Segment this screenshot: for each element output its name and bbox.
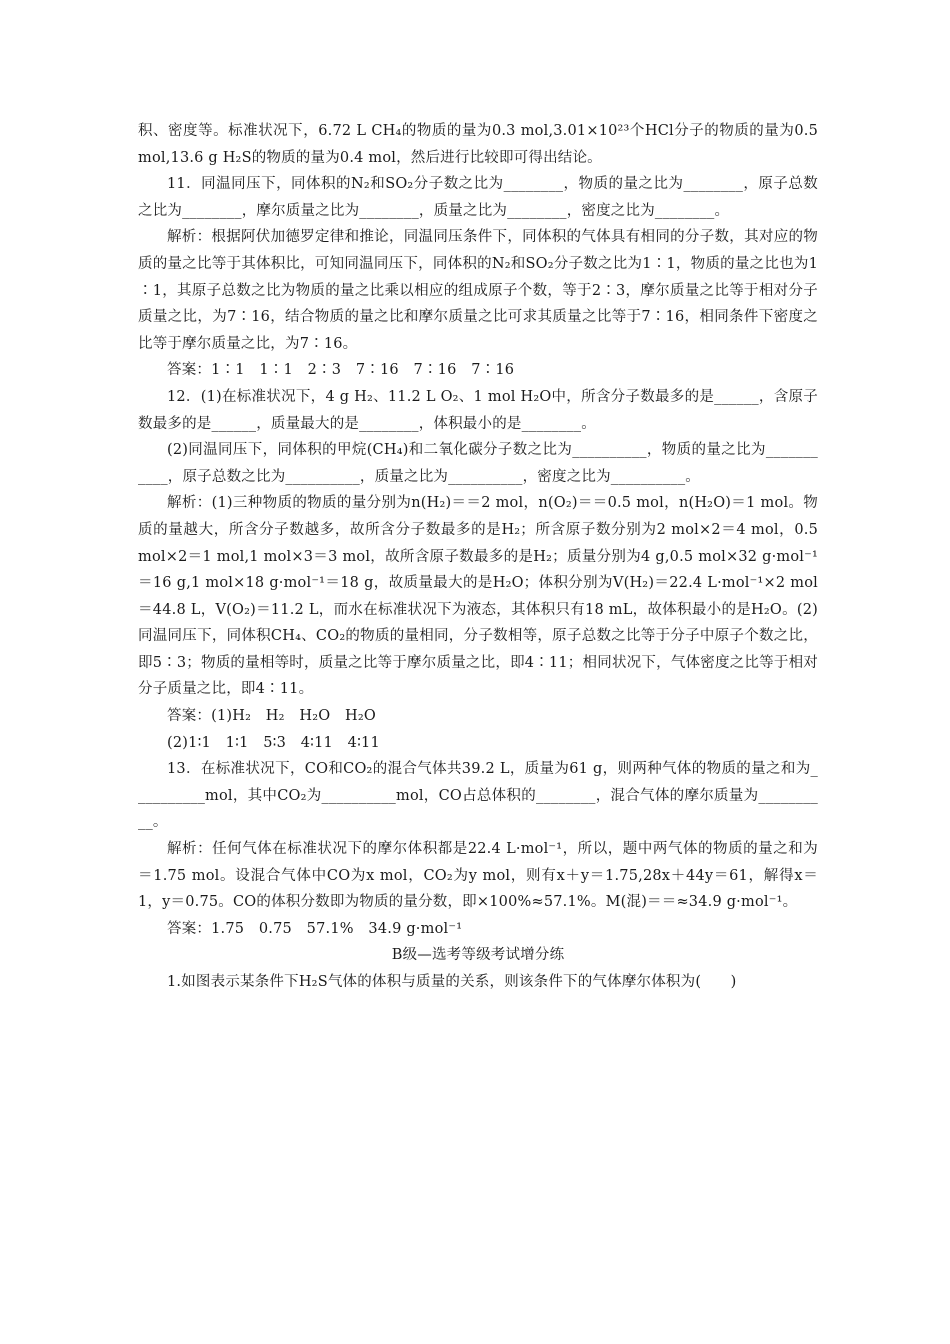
- question-11-answer: 答案：1∶1 1∶1 2∶3 7∶16 7∶16 7∶16: [167, 362, 515, 379]
- question-12-answer-2: (2)1∶1 1∶1 5∶3 4∶11 4∶11: [167, 734, 380, 751]
- paragraph-intro-continuation: 积、密度等。标准状况下，6.72 L CH₄的物质的量为0.3 mol,3.01×10²³个HCl分子的物质的量为0.5 mol,13.6 g H₂S的物质的量为0.4 mol，然后进行比较即可得出结论。: [138, 123, 823, 166]
- question-12-answer-1: 答案：(1)H₂ H₂ H₂O H₂O: [167, 708, 376, 725]
- question-12-analysis: 解析：(1)三种物质的物质的量分别为n(H₂)＝＝2 mol，n(O₂)＝＝0.5 mol，n(H₂O)＝1 mol。物质的量越大，所含分子数越多，故所含分子数最多的是H₂；所含原子数分别为2 mol×2＝4 mol，0.5 mol×2＝1 mol,1 mol×3＝3 mol，故所含原子数最多的是H₂；质量分别为4 g,0.5 mol×32 g·mol⁻¹＝16 g,1 mol×18 g·mol⁻¹＝18 g，故质量最大的是H₂O；体积分别为V(H₂)＝22.4 L·mol⁻¹×2 mol＝44.8 L，V(O₂)＝11.2 L，而水在标准状况下为液态，其体积只有18 mL，故体积最小的是H₂O。(2)同温同压下，同体积CH₄、CO₂的物质的量相同，分子数相等，原子总数之比等于分子中原子个数之比，即5∶3；物质的量相等时，质量之比等于摩尔质量之比，即4∶11；相同状况下，气体密度之比等于相对分子质量之比，即4∶11。: [138, 495, 823, 698]
- section-heading-b-level: B级—选考等级考试增分练: [391, 947, 565, 964]
- question-11: 11．同温同压下，同体积的N₂和SO₂分子数之比为________，物质的量之比为________，原子总数之比为________，摩尔质量之比为________，质量之比为________，密度之比为________。: [138, 176, 818, 219]
- document-page: [138, 118, 823, 996]
- question-13-analysis: 解析：任何气体在标准状况下的摩尔体积都是22.4 L·mol⁻¹，所以，题中两气体的物质的量之和为＝1.75 mol。设混合气体中CO为x mol，CO₂为y mol，则有x＋y＝1.75,28x＋44y＝61，解得x＝1，y＝0.75。CO的体积分数即为物质的量分数，即×100%≈57.1%。M(混)＝＝≈34.9 g·mol⁻¹。: [138, 841, 818, 911]
- question-11-analysis: 解析：根据阿伏加德罗定律和推论，同温同压条件下，同体积的气体具有相同的分子数，其对应的物质的量之比等于其体积比，可知同温同压下，同体积的N₂和SO₂分子数之比为1∶1，物质的量之比也为1∶1，其原子总数之比为物质的量之比乘以相应的组成原子个数，等于2∶3，摩尔质量之比等于相对分子质量之比，为7∶16，结合物质的量之比和摩尔质量之比可求其质量之比等于7∶16，相同条件下密度之比等于摩尔质量之比，为7∶16。: [138, 229, 818, 352]
- question-13: 13．在标准状况下，CO和CO₂的混合气体共39.2 L，质量为61 g，则两种气体的物质的量之和为__________mol，其中CO₂为__________mol，CO占总体积的________，混合气体的摩尔质量为__________。: [138, 761, 818, 831]
- question-12-part-1: 12．(1)在标准状况下，4 g H₂、11.2 L O₂、1 mol H₂O中，所含分子数最多的是______，含原子数最多的是______，质量最大的是________，体积最小的是________。: [138, 388, 818, 432]
- question-b1: 1.如图表示某条件下H₂S气体的体积与质量的关系，则该条件下的气体摩尔体积为( ): [167, 974, 737, 990]
- question-12-part-2: (2)同温同压下，同体积的甲烷(CH₄)和二氧化碳分子数之比为__________，物质的量之比为___________，原子总数之比为__________，质量之比为__________，密度之比为__________。: [138, 442, 818, 485]
- question-13-answer: 答案：1.75 0.75 57.1% 34.9 g·mol⁻¹: [167, 920, 463, 937]
